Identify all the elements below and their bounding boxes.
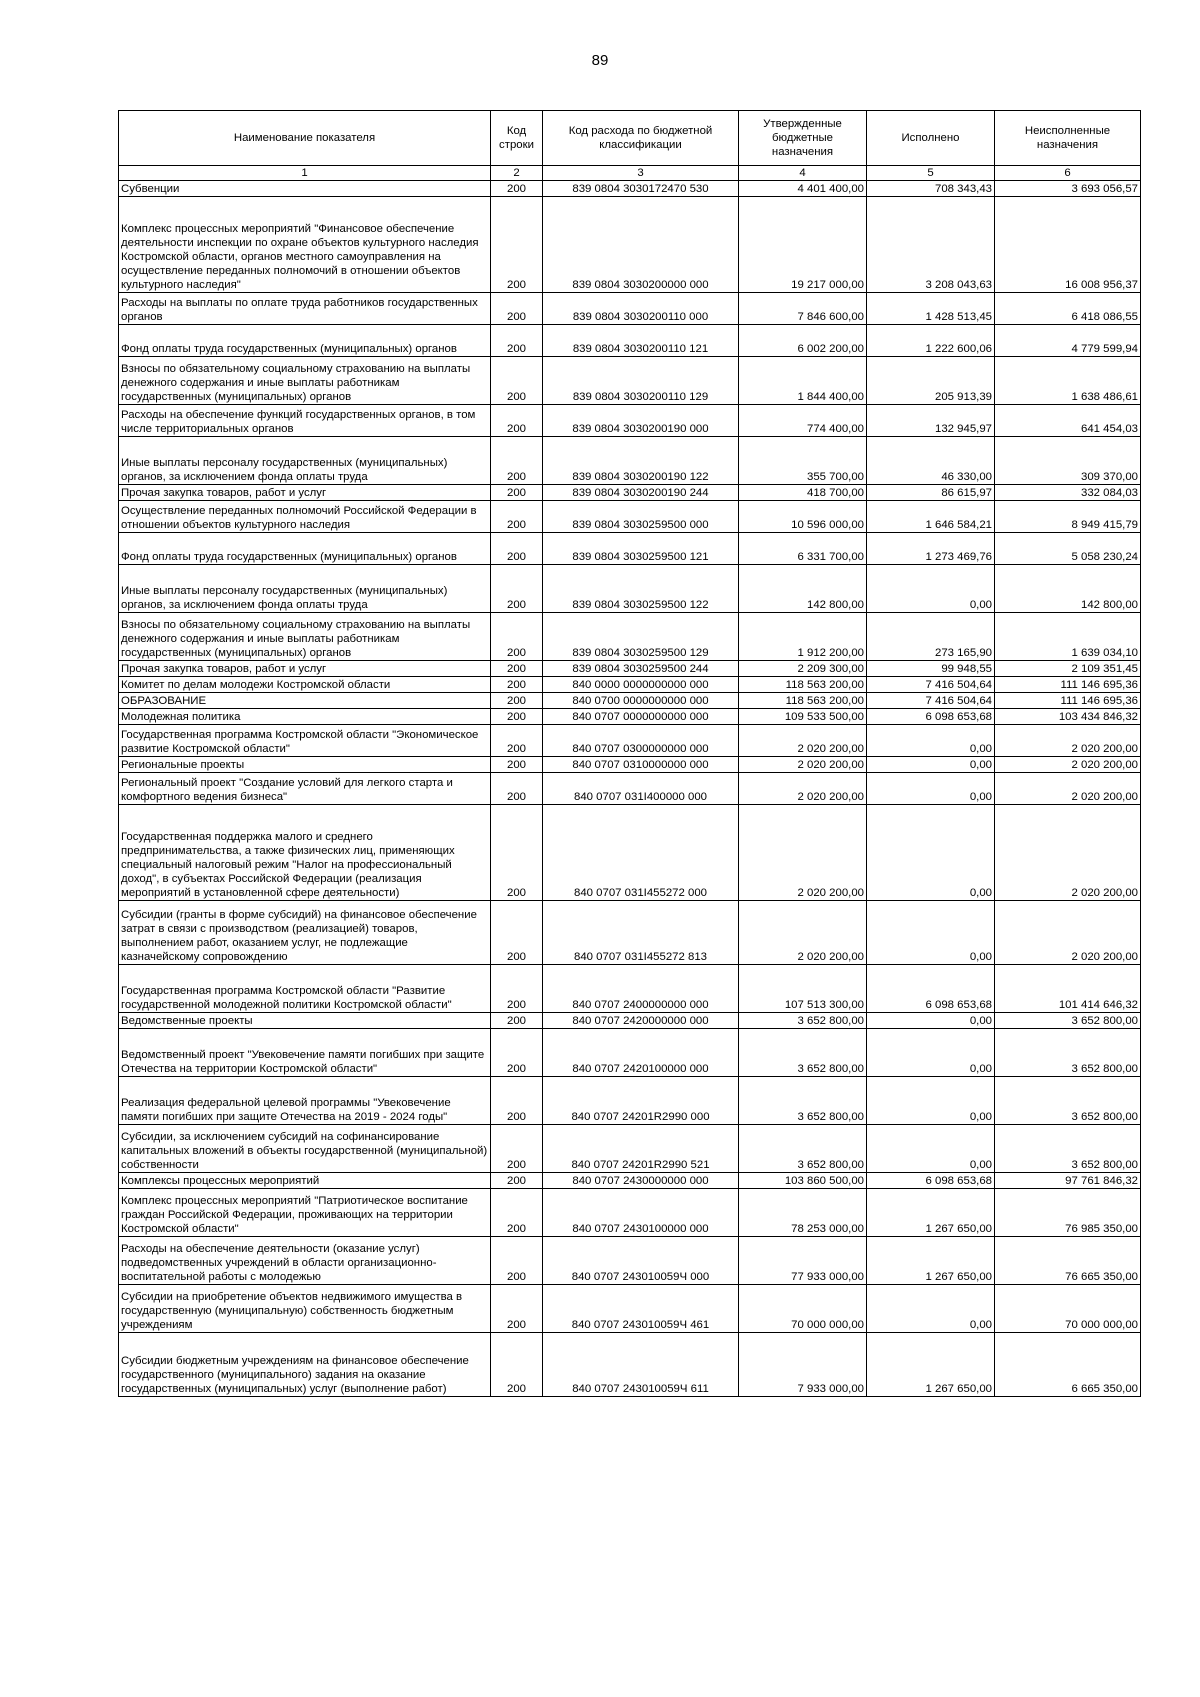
table-header-row bbox=[119, 111, 1141, 166]
table-row bbox=[119, 677, 1141, 693]
row-executed: 1 428 513,45 bbox=[867, 293, 995, 325]
row-unexecuted: 6 665 350,00 bbox=[995, 1333, 1141, 1397]
table-row bbox=[119, 805, 1141, 901]
row-line-code: 200 bbox=[491, 1077, 543, 1125]
row-name: Расходы на выплаты по оплате труда работников государственных органов bbox=[119, 293, 491, 325]
row-name: Взносы по обязательному социальному страхованию на выплаты денежного содержания и иные выплаты работникам государственных (муниципальных) органов bbox=[119, 613, 491, 661]
row-expense-code: 839 0804 3030259500 121 bbox=[543, 533, 739, 565]
row-approved: 7 933 000,00 bbox=[739, 1333, 867, 1397]
row-expense-code: 839 0804 3030172470 530 bbox=[543, 181, 739, 197]
table-row bbox=[119, 1189, 1141, 1237]
row-executed: 0,00 bbox=[867, 901, 995, 965]
row-executed: 6 098 653,68 bbox=[867, 1173, 995, 1189]
row-name: Субсидии, за исключением субсидий на софинансирование капитальных вложений в объекты государственной (муниципальной) собственности bbox=[119, 1125, 491, 1173]
row-unexecuted: 332 084,03 bbox=[995, 485, 1141, 501]
row-line-code: 200 bbox=[491, 725, 543, 757]
row-expense-code: 840 0707 031I400000 000 bbox=[543, 773, 739, 805]
row-approved: 2 020 200,00 bbox=[739, 805, 867, 901]
table-row bbox=[119, 437, 1141, 485]
row-line-code: 200 bbox=[491, 1333, 543, 1397]
row-executed: 0,00 bbox=[867, 773, 995, 805]
row-unexecuted: 8 949 415,79 bbox=[995, 501, 1141, 533]
row-approved: 355 700,00 bbox=[739, 437, 867, 485]
row-executed: 205 913,39 bbox=[867, 357, 995, 405]
table-row bbox=[119, 1013, 1141, 1029]
row-approved: 70 000 000,00 bbox=[739, 1285, 867, 1333]
row-name: Ведомственные проекты bbox=[119, 1013, 491, 1029]
row-unexecuted: 3 652 800,00 bbox=[995, 1029, 1141, 1077]
column-number: 6 bbox=[995, 166, 1141, 181]
row-line-code: 200 bbox=[491, 805, 543, 901]
row-name: Комитет по делам молодежи Костромской области bbox=[119, 677, 491, 693]
row-approved: 118 563 200,00 bbox=[739, 693, 867, 709]
row-line-code: 200 bbox=[491, 901, 543, 965]
row-executed: 0,00 bbox=[867, 1013, 995, 1029]
row-name: Государственная программа Костромской области "Экономическое развитие Костромской области" bbox=[119, 725, 491, 757]
budget-execution-table bbox=[118, 110, 1141, 1397]
row-expense-code: 839 0804 3030259500 129 bbox=[543, 613, 739, 661]
row-unexecuted: 70 000 000,00 bbox=[995, 1285, 1141, 1333]
row-executed: 6 098 653,68 bbox=[867, 709, 995, 725]
row-unexecuted: 641 454,03 bbox=[995, 405, 1141, 437]
row-approved: 77 933 000,00 bbox=[739, 1237, 867, 1285]
row-unexecuted: 5 058 230,24 bbox=[995, 533, 1141, 565]
row-expense-code: 840 0707 24201R2990 000 bbox=[543, 1077, 739, 1125]
header-executed: Исполнено bbox=[867, 111, 995, 166]
row-line-code: 200 bbox=[491, 1237, 543, 1285]
row-executed: 7 416 504,64 bbox=[867, 677, 995, 693]
table-row bbox=[119, 1333, 1141, 1397]
table-row bbox=[119, 501, 1141, 533]
row-unexecuted: 111 146 695,36 bbox=[995, 693, 1141, 709]
row-line-code: 200 bbox=[491, 405, 543, 437]
table-row bbox=[119, 661, 1141, 677]
row-name: Осуществление переданных полномочий Российской Федерации в отношении объектов культурного наследия bbox=[119, 501, 491, 533]
row-line-code: 200 bbox=[491, 693, 543, 709]
row-approved: 2 209 300,00 bbox=[739, 661, 867, 677]
row-name: Фонд оплаты труда государственных (муниципальных) органов bbox=[119, 533, 491, 565]
row-name: Государственная программа Костромской области "Развитие государственной молодежной политики Костромской области" bbox=[119, 965, 491, 1013]
row-expense-code: 839 0804 3030200190 000 bbox=[543, 405, 739, 437]
row-approved: 142 800,00 bbox=[739, 565, 867, 613]
row-expense-code: 840 0707 031I455272 000 bbox=[543, 805, 739, 901]
row-approved: 4 401 400,00 bbox=[739, 181, 867, 197]
row-expense-code: 840 0707 0310000000 000 bbox=[543, 757, 739, 773]
row-line-code: 200 bbox=[491, 773, 543, 805]
row-executed: 0,00 bbox=[867, 1029, 995, 1077]
row-line-code: 200 bbox=[491, 325, 543, 357]
row-approved: 774 400,00 bbox=[739, 405, 867, 437]
row-expense-code: 839 0804 3030259500 122 bbox=[543, 565, 739, 613]
row-unexecuted: 2 020 200,00 bbox=[995, 901, 1141, 965]
row-expense-code: 840 0707 2430000000 000 bbox=[543, 1173, 739, 1189]
row-executed: 1 222 600,06 bbox=[867, 325, 995, 357]
row-line-code: 200 bbox=[491, 565, 543, 613]
row-line-code: 200 bbox=[491, 485, 543, 501]
row-line-code: 200 bbox=[491, 1125, 543, 1173]
header-unexecuted: Неисполненные назначения bbox=[995, 111, 1141, 166]
row-unexecuted: 97 761 846,32 bbox=[995, 1173, 1141, 1189]
row-line-code: 200 bbox=[491, 757, 543, 773]
row-executed: 0,00 bbox=[867, 1285, 995, 1333]
row-line-code: 200 bbox=[491, 501, 543, 533]
row-line-code: 200 bbox=[491, 677, 543, 693]
row-name: Расходы на обеспечение функций государственных органов, в том числе территориальных органов bbox=[119, 405, 491, 437]
row-unexecuted: 1 638 486,61 bbox=[995, 357, 1141, 405]
table-row bbox=[119, 613, 1141, 661]
row-expense-code: 839 0804 3030200110 121 bbox=[543, 325, 739, 357]
row-expense-code: 839 0804 3030200190 122 bbox=[543, 437, 739, 485]
table-row bbox=[119, 693, 1141, 709]
row-unexecuted: 2 020 200,00 bbox=[995, 805, 1141, 901]
row-expense-code: 839 0804 3030259500 244 bbox=[543, 661, 739, 677]
table-row bbox=[119, 1237, 1141, 1285]
table-row bbox=[119, 1029, 1141, 1077]
row-executed: 1 646 584,21 bbox=[867, 501, 995, 533]
row-name: Региональные проекты bbox=[119, 757, 491, 773]
row-unexecuted: 76 665 350,00 bbox=[995, 1237, 1141, 1285]
row-name: Комплекс процессных мероприятий "Финансовое обеспечение деятельности инспекции по охране объектов культурного наследия Костромской области, органов местного самоуправления на осуществление переданных полномочий в отношении объектов культурного наследия" bbox=[119, 197, 491, 293]
row-line-code: 200 bbox=[491, 965, 543, 1013]
table-row bbox=[119, 725, 1141, 757]
row-executed: 1 267 650,00 bbox=[867, 1237, 995, 1285]
row-unexecuted: 76 985 350,00 bbox=[995, 1189, 1141, 1237]
row-expense-code: 840 0000 0000000000 000 bbox=[543, 677, 739, 693]
row-executed: 1 273 469,76 bbox=[867, 533, 995, 565]
row-name: ОБРАЗОВАНИЕ bbox=[119, 693, 491, 709]
row-line-code: 200 bbox=[491, 181, 543, 197]
table-row bbox=[119, 1077, 1141, 1125]
table-row bbox=[119, 1285, 1141, 1333]
row-name: Иные выплаты персоналу государственных (муниципальных) органов, за исключением фонда оплаты труда bbox=[119, 565, 491, 613]
table-row bbox=[119, 357, 1141, 405]
row-line-code: 200 bbox=[491, 197, 543, 293]
row-expense-code: 840 0707 243010059Ч 000 bbox=[543, 1237, 739, 1285]
row-expense-code: 840 0707 0300000000 000 bbox=[543, 725, 739, 757]
row-expense-code: 840 0707 0000000000 000 bbox=[543, 709, 739, 725]
row-approved: 2 020 200,00 bbox=[739, 901, 867, 965]
row-unexecuted: 2 020 200,00 bbox=[995, 725, 1141, 757]
row-executed: 0,00 bbox=[867, 565, 995, 613]
row-executed: 0,00 bbox=[867, 805, 995, 901]
row-line-code: 200 bbox=[491, 357, 543, 405]
table-row bbox=[119, 181, 1141, 197]
column-number: 2 bbox=[491, 166, 543, 181]
column-number-row bbox=[119, 166, 1141, 181]
table-row bbox=[119, 293, 1141, 325]
row-name: Субсидии (гранты в форме субсидий) на финансовое обеспечение затрат в связи с производством (реализацией) товаров, выполнением работ, оказанием услуг, не подлежащие казначейскому сопровождению bbox=[119, 901, 491, 965]
header-line-code: Код строки bbox=[491, 111, 543, 166]
row-executed: 132 945,97 bbox=[867, 405, 995, 437]
row-executed: 0,00 bbox=[867, 1077, 995, 1125]
row-expense-code: 840 0707 243010059Ч 461 bbox=[543, 1285, 739, 1333]
row-line-code: 200 bbox=[491, 661, 543, 677]
row-name: Реализация федеральной целевой программы "Увековечение памяти погибших при защите Отечества на 2019 - 2024 годы" bbox=[119, 1077, 491, 1125]
row-line-code: 200 bbox=[491, 613, 543, 661]
row-expense-code: 840 0707 2420100000 000 bbox=[543, 1029, 739, 1077]
table-row bbox=[119, 565, 1141, 613]
row-executed: 0,00 bbox=[867, 757, 995, 773]
row-executed: 46 330,00 bbox=[867, 437, 995, 485]
row-expense-code: 840 0707 2400000000 000 bbox=[543, 965, 739, 1013]
row-approved: 1 912 200,00 bbox=[739, 613, 867, 661]
table-row bbox=[119, 773, 1141, 805]
row-name: Субсидии на приобретение объектов недвижимого имущества в государственную (муниципальную) собственность бюджетным учреждениям bbox=[119, 1285, 491, 1333]
header-approved: Утвержденные бюджетные назначения bbox=[739, 111, 867, 166]
column-number: 3 bbox=[543, 166, 739, 181]
row-unexecuted: 111 146 695,36 bbox=[995, 677, 1141, 693]
row-name: Прочая закупка товаров, работ и услуг bbox=[119, 661, 491, 677]
row-expense-code: 840 0707 2420000000 000 bbox=[543, 1013, 739, 1029]
row-expense-code: 840 0707 031I455272 813 bbox=[543, 901, 739, 965]
row-line-code: 200 bbox=[491, 1013, 543, 1029]
header-name: Наименование показателя bbox=[119, 111, 491, 166]
table-body bbox=[119, 181, 1141, 1397]
row-executed: 99 948,55 bbox=[867, 661, 995, 677]
table-row bbox=[119, 325, 1141, 357]
table-row bbox=[119, 485, 1141, 501]
row-expense-code: 839 0804 3030200110 000 bbox=[543, 293, 739, 325]
row-expense-code: 839 0804 3030200000 000 bbox=[543, 197, 739, 293]
row-approved: 418 700,00 bbox=[739, 485, 867, 501]
row-line-code: 200 bbox=[491, 1189, 543, 1237]
row-approved: 118 563 200,00 bbox=[739, 677, 867, 693]
row-approved: 19 217 000,00 bbox=[739, 197, 867, 293]
column-number: 4 bbox=[739, 166, 867, 181]
row-line-code: 200 bbox=[491, 1029, 543, 1077]
row-unexecuted: 101 414 646,32 bbox=[995, 965, 1141, 1013]
row-name: Иные выплаты персоналу государственных (муниципальных) органов, за исключением фонда оплаты труда bbox=[119, 437, 491, 485]
row-unexecuted: 16 008 956,37 bbox=[995, 197, 1141, 293]
row-approved: 3 652 800,00 bbox=[739, 1125, 867, 1173]
table-row bbox=[119, 1173, 1141, 1189]
column-number: 5 bbox=[867, 166, 995, 181]
row-approved: 1 844 400,00 bbox=[739, 357, 867, 405]
row-approved: 10 596 000,00 bbox=[739, 501, 867, 533]
table-row bbox=[119, 901, 1141, 965]
table-row bbox=[119, 757, 1141, 773]
row-expense-code: 839 0804 3030259500 000 bbox=[543, 501, 739, 533]
row-executed: 86 615,97 bbox=[867, 485, 995, 501]
row-name: Фонд оплаты труда государственных (муниципальных) органов bbox=[119, 325, 491, 357]
table-row bbox=[119, 965, 1141, 1013]
row-unexecuted: 4 779 599,94 bbox=[995, 325, 1141, 357]
row-name: Региональный проект "Создание условий для легкого старта и комфортного ведения бизнеса" bbox=[119, 773, 491, 805]
row-name: Прочая закупка товаров, работ и услуг bbox=[119, 485, 491, 501]
row-line-code: 200 bbox=[491, 1173, 543, 1189]
row-unexecuted: 1 639 034,10 bbox=[995, 613, 1141, 661]
row-unexecuted: 142 800,00 bbox=[995, 565, 1141, 613]
header-expense-code: Код расхода по бюджетной классификации bbox=[543, 111, 739, 166]
table-row bbox=[119, 533, 1141, 565]
row-unexecuted: 103 434 846,32 bbox=[995, 709, 1141, 725]
table-row bbox=[119, 197, 1141, 293]
row-name: Субсидии бюджетным учреждениям на финансовое обеспечение государственного (муниципального) задания на оказание государственных (муниципальных) услуг (выполнение работ) bbox=[119, 1333, 491, 1397]
row-expense-code: 839 0804 3030200110 129 bbox=[543, 357, 739, 405]
row-executed: 273 165,90 bbox=[867, 613, 995, 661]
row-line-code: 200 bbox=[491, 533, 543, 565]
row-unexecuted: 3 652 800,00 bbox=[995, 1125, 1141, 1173]
row-line-code: 200 bbox=[491, 709, 543, 725]
row-approved: 103 860 500,00 bbox=[739, 1173, 867, 1189]
row-unexecuted: 6 418 086,55 bbox=[995, 293, 1141, 325]
row-name: Комплексы процессных мероприятий bbox=[119, 1173, 491, 1189]
row-unexecuted: 2 020 200,00 bbox=[995, 757, 1141, 773]
table-row bbox=[119, 709, 1141, 725]
page-number: 89 bbox=[591, 52, 609, 69]
row-approved: 107 513 300,00 bbox=[739, 965, 867, 1013]
row-approved: 2 020 200,00 bbox=[739, 773, 867, 805]
row-name: Взносы по обязательному социальному страхованию на выплаты денежного содержания и иные выплаты работникам государственных (муниципальных) органов bbox=[119, 357, 491, 405]
row-approved: 2 020 200,00 bbox=[739, 757, 867, 773]
row-approved: 3 652 800,00 bbox=[739, 1029, 867, 1077]
row-name: Молодежная политика bbox=[119, 709, 491, 725]
row-unexecuted: 2 020 200,00 bbox=[995, 773, 1141, 805]
row-line-code: 200 bbox=[491, 293, 543, 325]
row-approved: 78 253 000,00 bbox=[739, 1189, 867, 1237]
row-executed: 708 343,43 bbox=[867, 181, 995, 197]
row-approved: 109 533 500,00 bbox=[739, 709, 867, 725]
row-expense-code: 839 0804 3030200190 244 bbox=[543, 485, 739, 501]
row-expense-code: 840 0700 0000000000 000 bbox=[543, 693, 739, 709]
table-row bbox=[119, 1125, 1141, 1173]
row-name: Государственная поддержка малого и среднего предпринимательства, а также физических лиц, применяющих специальный налоговый режим "Налог на профессиональный доход", в субъектах Российской Федерации (реализация мероприятий в установленной сфере деятельности) bbox=[119, 805, 491, 901]
row-approved: 3 652 800,00 bbox=[739, 1013, 867, 1029]
row-name: Расходы на обеспечение деятельности (оказание услуг) подведомственных учреждений в области организационно-воспитательной работы с молодежью bbox=[119, 1237, 491, 1285]
table-row bbox=[119, 405, 1141, 437]
row-name: Субвенции bbox=[119, 181, 491, 197]
row-unexecuted: 2 109 351,45 bbox=[995, 661, 1141, 677]
row-approved: 7 846 600,00 bbox=[739, 293, 867, 325]
row-unexecuted: 3 652 800,00 bbox=[995, 1013, 1141, 1029]
row-approved: 2 020 200,00 bbox=[739, 725, 867, 757]
row-line-code: 200 bbox=[491, 437, 543, 485]
row-executed: 0,00 bbox=[867, 1125, 995, 1173]
column-number: 1 bbox=[119, 166, 491, 181]
row-expense-code: 840 0707 2430100000 000 bbox=[543, 1189, 739, 1237]
row-unexecuted: 309 370,00 bbox=[995, 437, 1141, 485]
row-name: Комплекс процессных мероприятий "Патриотическое воспитание граждан Российской Федерации, проживающих на территории Костромской области" bbox=[119, 1189, 491, 1237]
row-approved: 3 652 800,00 bbox=[739, 1077, 867, 1125]
row-expense-code: 840 0707 24201R2990 521 bbox=[543, 1125, 739, 1173]
row-unexecuted: 3 652 800,00 bbox=[995, 1077, 1141, 1125]
row-unexecuted: 3 693 056,57 bbox=[995, 181, 1141, 197]
row-line-code: 200 bbox=[491, 1285, 543, 1333]
row-executed: 7 416 504,64 bbox=[867, 693, 995, 709]
row-executed: 0,00 bbox=[867, 725, 995, 757]
row-executed: 6 098 653,68 bbox=[867, 965, 995, 1013]
row-executed: 1 267 650,00 bbox=[867, 1333, 995, 1397]
row-approved: 6 331 700,00 bbox=[739, 533, 867, 565]
row-name: Ведомственный проект "Увековечение памяти погибших при защите Отечества на территории Костромской области" bbox=[119, 1029, 491, 1077]
row-executed: 1 267 650,00 bbox=[867, 1189, 995, 1237]
row-expense-code: 840 0707 243010059Ч 611 bbox=[543, 1333, 739, 1397]
row-executed: 3 208 043,63 bbox=[867, 197, 995, 293]
row-approved: 6 002 200,00 bbox=[739, 325, 867, 357]
